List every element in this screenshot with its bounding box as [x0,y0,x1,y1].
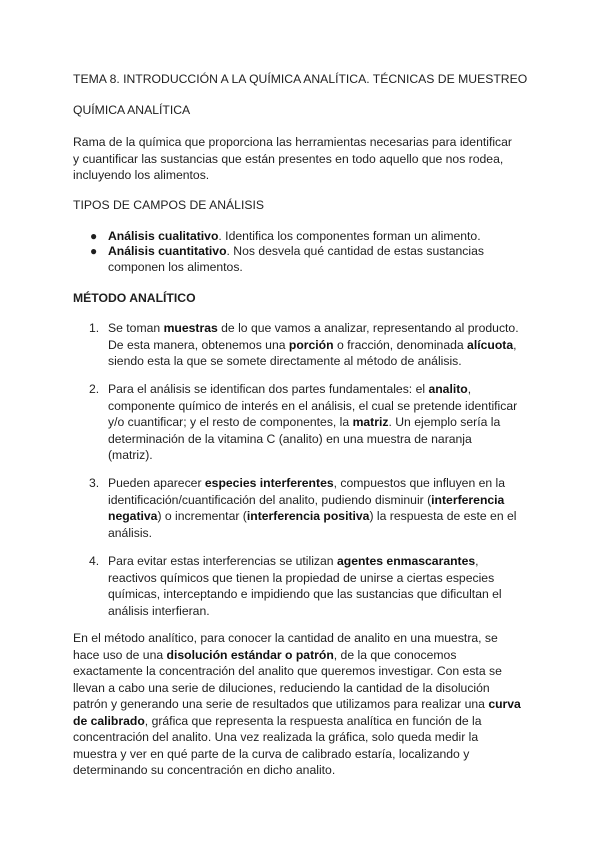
closing-line: concentración del analito. Una vez realizada la gráfica, solo queda medir la [73,730,479,744]
closing-line: exactamente la concentración del analito que queremos investigar. Con esta se [73,664,502,678]
section-title: QUÍMICA ANALÍTICA [73,103,191,117]
step-line: (matriz). [108,448,153,462]
bullet-item: Análisis cuantitativo. Nos desvela qué cantidad de estas sustancias [108,244,484,258]
step-line: reactivos químicos que tienen la propiedad de unirse a ciertas especies [108,570,495,585]
closing-line: de calibrado, gráfica que representa la respuesta analítica en función de la [73,713,482,728]
step-number: 4. [89,554,100,568]
closing-line: determinando su concentración en dicho analito. [73,763,336,777]
step-line: Para el análisis se identifican dos partes fundamentales: el analito, [108,382,472,396]
intro-line: y cuantificar las sustancias que están presentes en todo aquello que nos rodea, [73,151,504,166]
step-line: determinación de la vitamina C (analito) en una muestra de naranja [108,431,472,446]
step-line: análisis interfieran. [108,603,210,618]
step-line: siendo esta la que se somete directamente al método de análisis. [108,354,462,368]
step-number: 3. [89,476,100,490]
closing-line: llevan a cabo una serie de diluciones, reduciendo la cantidad de la disolución [73,680,490,695]
intro-line: Rama de la química que proporciona las herramientas necesarias para identificar [73,135,512,149]
step-line: Pueden aparecer especies interferentes, compuestos que influyen en la [108,476,506,490]
bullet-icon: ● [90,229,98,243]
step-number: 1. [89,321,100,335]
step-line: Se toman muestras de lo que vamos a analizar, representando al producto. [108,321,519,335]
closing-line: En el método analítico, para conocer la cantidad de analito en una muestra, se [73,631,498,645]
document-title: TEMA 8. INTRODUCCIÓN A LA QUÍMICA ANALÍTICA. TÉCNICAS DE MUESTREO [73,72,528,86]
closing-line: patrón y generando una serie de resultados que utilizamos para realizar una curva [73,697,521,711]
step-line: negativa) o incrementar (interferencia positiva) la respuesta de este en el [108,509,517,523]
closing-line: hace uso de una disolución estándar o patrón, de la que conocemos [73,647,457,662]
bullet-item-continuation: componen los alimentos. [108,260,243,274]
bullet-icon: ● [90,244,98,258]
step-number: 2. [89,382,100,396]
step-line: componente químico de interés en el análisis, el cual se pretende identificar [108,398,518,413]
step-line: análisis. [108,525,153,540]
step-line: y/o cuantificar; y el resto de componentes, la matriz. Un ejemplo sería la [108,415,501,429]
step-line: químicas, interceptando e impidiendo que las sustancias que dificultan el [108,587,502,601]
intro-line: incluyendo los alimentos. [73,168,210,182]
step-line: identificación/cuantificación del analito, pudiendo disminuir (interferencia [108,492,505,507]
closing-line: muestra y ver en qué parte de la curva de calibrado estaría, localizando y [73,746,470,761]
bullet-item: Análisis cualitativo. Identifica los componentes forman un alimento. [108,229,481,243]
method-title: MÉTODO ANALÍTICO [73,291,196,305]
types-title: TIPOS DE CAMPOS DE ANÁLISIS [73,198,264,212]
step-line: Para evitar estas interferencias se utilizan agentes enmascarantes, [108,554,479,568]
step-line: De esta manera, obtenemos una porción o fracción, denominada alícuota, [108,337,517,352]
